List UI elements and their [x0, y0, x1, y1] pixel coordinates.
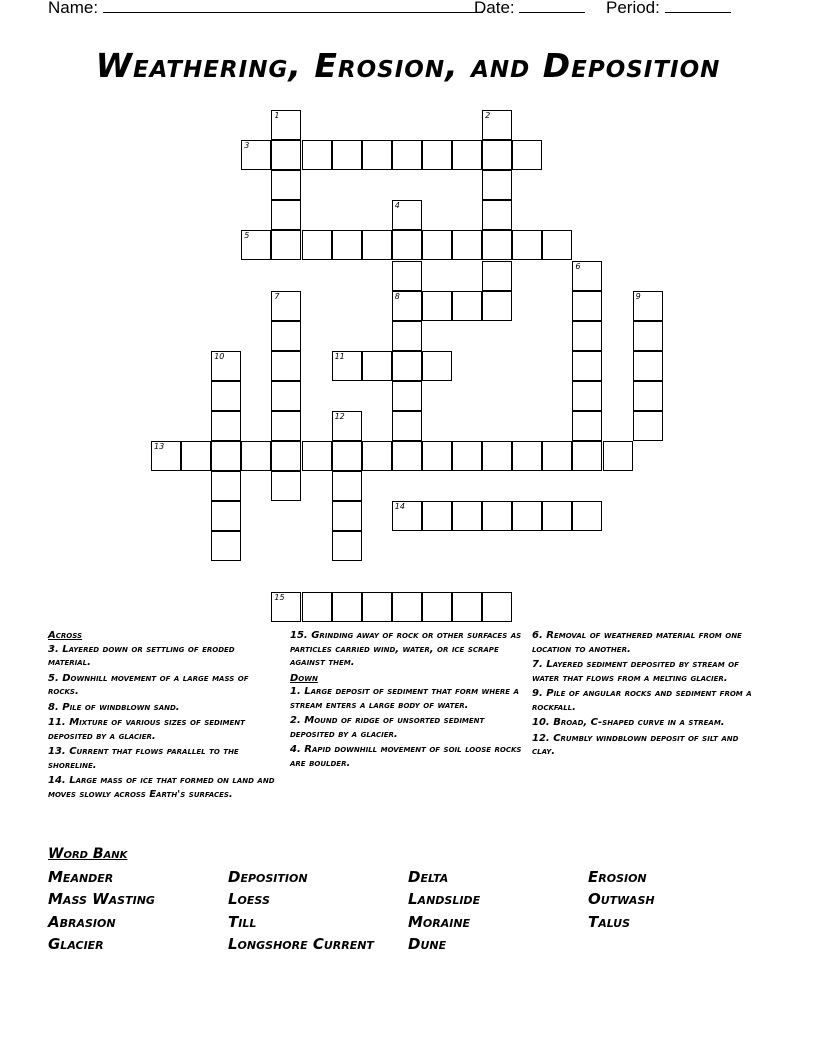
crossword-cell[interactable] [542, 501, 572, 531]
crossword-cell[interactable] [211, 411, 241, 441]
crossword-cell[interactable] [482, 200, 512, 230]
crossword-cell[interactable] [271, 230, 301, 260]
crossword-cell[interactable] [572, 351, 602, 381]
clue-number: 15 [274, 592, 285, 602]
crossword-cell[interactable] [422, 592, 452, 622]
crossword-cell[interactable] [392, 351, 422, 381]
crossword-cell[interactable] [332, 230, 362, 260]
clue-across-5: 5. Downhill movement of a large mass of rocks. [48, 672, 249, 697]
crossword-cell[interactable] [482, 441, 512, 471]
word-bank-item: Meander [48, 868, 114, 886]
clue-down-1: 1. Large deposit of sediment that form where a stream enters a large body of water. [290, 686, 519, 711]
clue-number: 12 [334, 412, 345, 421]
crossword-cell[interactable] [181, 441, 211, 471]
clue-down-12: 12. Crumbly windblown deposit of silt and clay. [532, 732, 739, 757]
crossword-cell[interactable] [241, 230, 271, 260]
word-bank-title: Word Bank [48, 846, 128, 862]
word-bank-item: Delta [408, 868, 449, 886]
crossword-cell[interactable] [392, 261, 422, 291]
crossword-cell[interactable] [271, 411, 301, 441]
header-row [0, 0, 816, 22]
crossword-cell[interactable] [482, 501, 512, 531]
clue-down-6: 6. Removal of weathered material from one location to another. [532, 630, 742, 655]
crossword-cell[interactable] [271, 291, 301, 321]
crossword-cell[interactable] [452, 291, 482, 321]
word-bank-item: Glacier [48, 935, 104, 953]
name-blank[interactable] [103, 0, 483, 13]
crossword-cell[interactable] [332, 471, 362, 501]
clue-number: 2 [485, 111, 491, 120]
crossword-cell[interactable] [271, 381, 301, 411]
crossword-cell[interactable] [392, 230, 422, 260]
crossword-cell[interactable] [452, 140, 482, 170]
crossword-cell[interactable] [572, 411, 602, 441]
crossword-cell[interactable] [362, 592, 392, 622]
name-field[interactable] [48, 0, 483, 18]
clue-down-10: 10. Broad, C-shaped curve in a stream. [532, 717, 725, 728]
crossword-cell[interactable] [572, 321, 602, 351]
crossword-cell[interactable] [302, 140, 332, 170]
clue-number: 8 [394, 291, 400, 301]
clue-down-2: 2. Mound of ridge of unsorted sediment deposited by a glacier. [290, 715, 485, 740]
crossword-cell[interactable] [452, 230, 482, 260]
name-label: Name: [48, 0, 99, 17]
clues-column-1 [48, 629, 276, 803]
clue-down-9: 9. Pile of angular rocks and sediment from a rockfall. [532, 688, 752, 713]
crossword-cell[interactable] [422, 501, 452, 531]
crossword-cell[interactable] [572, 291, 602, 321]
crossword-cell[interactable] [271, 351, 301, 381]
word-bank-item: Talus [588, 913, 631, 931]
crossword-cell[interactable] [271, 592, 301, 622]
crossword-cell[interactable] [241, 441, 271, 471]
clue-number: 3 [244, 141, 250, 151]
word-bank-item: Dune [408, 935, 447, 953]
clue-number: 1 [274, 111, 280, 120]
crossword-cell[interactable] [362, 441, 392, 471]
crossword-cell[interactable] [332, 441, 362, 471]
crossword-cell[interactable] [542, 441, 572, 471]
crossword-cell[interactable] [392, 381, 422, 411]
crossword-cell[interactable] [302, 592, 332, 622]
clue-number: 14 [394, 502, 405, 512]
crossword-cell[interactable] [332, 531, 362, 561]
clue-number: 4 [394, 201, 400, 211]
crossword-cell[interactable] [392, 200, 422, 230]
crossword-cell[interactable] [512, 140, 542, 170]
crossword-cell[interactable] [422, 291, 452, 321]
crossword-cell[interactable] [572, 441, 602, 471]
crossword-cell[interactable] [482, 592, 512, 622]
crossword-cell[interactable] [482, 230, 512, 260]
crossword-cell[interactable] [512, 441, 542, 471]
crossword-cell[interactable] [211, 381, 241, 411]
crossword-cell[interactable] [271, 321, 301, 351]
crossword-cell[interactable] [572, 501, 602, 531]
date-blank[interactable] [519, 0, 585, 13]
clue-across-8: 8. Pile of windblown sand. [48, 701, 180, 713]
clues-column-2 [290, 629, 524, 772]
crossword-cell[interactable] [211, 441, 241, 471]
crossword-cell[interactable] [271, 200, 301, 230]
crossword-cell[interactable] [271, 441, 301, 471]
clue-number: 10 [214, 351, 225, 361]
word-bank-item: Mass Wasting [48, 890, 155, 908]
crossword-cell[interactable] [362, 140, 392, 170]
word-bank-item: Deposition [228, 868, 308, 886]
crossword-cell[interactable] [332, 501, 362, 531]
crossword-cell[interactable] [452, 501, 482, 531]
crossword-cell[interactable] [572, 261, 602, 291]
period-field[interactable] [606, 0, 731, 18]
word-bank-item: Loess [228, 890, 270, 908]
crossword-cell[interactable] [332, 351, 362, 381]
crossword-cell[interactable] [482, 291, 512, 321]
word-bank-item: Landslide [408, 890, 481, 908]
crossword-cell[interactable] [332, 140, 362, 170]
word-bank-item: Till [228, 913, 257, 931]
clue-number: 6 [575, 261, 581, 271]
crossword-cell[interactable] [151, 441, 181, 471]
word-bank-item: Outwash [588, 890, 655, 908]
crossword-cell[interactable] [482, 140, 512, 170]
crossword-cell[interactable] [332, 411, 362, 441]
crossword-cell[interactable] [452, 441, 482, 471]
word-bank-item: Longshore Current [228, 935, 374, 953]
period-blank[interactable] [665, 0, 731, 13]
crossword-cell[interactable] [302, 441, 332, 471]
word-bank-item: Moraine [408, 913, 471, 931]
clue-number: 13 [154, 442, 165, 452]
clue-number: 9 [635, 291, 641, 301]
crossword-cell[interactable] [482, 261, 512, 291]
crossword-cell[interactable] [422, 140, 452, 170]
crossword-cell[interactable] [482, 110, 512, 140]
clue-number: 11 [334, 351, 345, 361]
clue-across-14: 14. Large mass of ice that formed on land and moves slowly across Earth's surfaces. [48, 775, 275, 800]
crossword-cell[interactable] [392, 140, 422, 170]
crossword-cell[interactable] [452, 592, 482, 622]
crossword-cell[interactable] [603, 441, 633, 471]
crossword-cell[interactable] [392, 291, 422, 321]
clue-across-13: 13. Current that flows parallel to the shoreline. [48, 746, 239, 771]
crossword-cell[interactable] [362, 351, 392, 381]
crossword-cell[interactable] [362, 230, 392, 260]
crossword-cell[interactable] [633, 411, 663, 441]
across-heading: Across [48, 630, 83, 641]
crossword-cell[interactable] [422, 441, 452, 471]
crossword-cell[interactable] [302, 230, 332, 260]
crossword-cell[interactable] [392, 592, 422, 622]
clue-across-3: 3. Layered down or settling of eroded material. [48, 643, 235, 668]
clue-number: 7 [274, 291, 280, 301]
crossword-cell[interactable] [572, 381, 602, 411]
clue-down-4: 4. Rapid downhill movement of soil loose rocks are boulder. [290, 744, 522, 769]
crossword-cell[interactable] [633, 351, 663, 381]
crossword-cell[interactable] [271, 140, 301, 170]
crossword-cell[interactable] [392, 441, 422, 471]
crossword-cell[interactable] [392, 411, 422, 441]
date-label: Date: [474, 0, 515, 17]
crossword-cell[interactable] [271, 110, 301, 140]
crossword-cell[interactable] [271, 170, 301, 200]
crossword-cell[interactable] [542, 230, 572, 260]
crossword-cell[interactable] [633, 321, 663, 351]
crossword-cell[interactable] [211, 501, 241, 531]
crossword-cell[interactable] [633, 381, 663, 411]
page-title: Weathering, Erosion, and Deposition [95, 46, 721, 85]
crossword-cell[interactable] [633, 291, 663, 321]
date-field[interactable] [474, 0, 585, 18]
crossword-cell[interactable] [422, 351, 452, 381]
word-bank-item: Erosion [588, 868, 647, 886]
period-label: Period: [606, 0, 660, 17]
clue-across-15: 15. Grinding away of rock or other surfaces as particles carried wind, water, or ice scrape against them. [290, 630, 522, 668]
crossword-cell[interactable] [271, 471, 301, 501]
crossword-cell[interactable] [211, 531, 241, 561]
clue-down-7: 7. Layered sediment deposited by stream of water that flows from a melting glacier. [532, 659, 739, 684]
crossword-cell[interactable] [422, 230, 452, 260]
crossword-cell[interactable] [392, 321, 422, 351]
clues-column-3 [532, 629, 760, 761]
crossword-cell[interactable] [512, 501, 542, 531]
crossword-cell[interactable] [482, 170, 512, 200]
word-bank-item: Abrasion [48, 913, 116, 931]
crossword-cell[interactable] [211, 351, 241, 381]
clue-number: 5 [244, 231, 250, 241]
crossword-cell[interactable] [512, 230, 542, 260]
down-heading: Down [290, 672, 318, 684]
crossword-cell[interactable] [211, 471, 241, 501]
crossword-cell[interactable] [392, 501, 422, 531]
crossword-cell[interactable] [241, 140, 271, 170]
crossword-cell[interactable] [332, 592, 362, 622]
clue-across-11: 11. Mixture of various sizes of sediment deposited by a glacier. [48, 717, 245, 742]
